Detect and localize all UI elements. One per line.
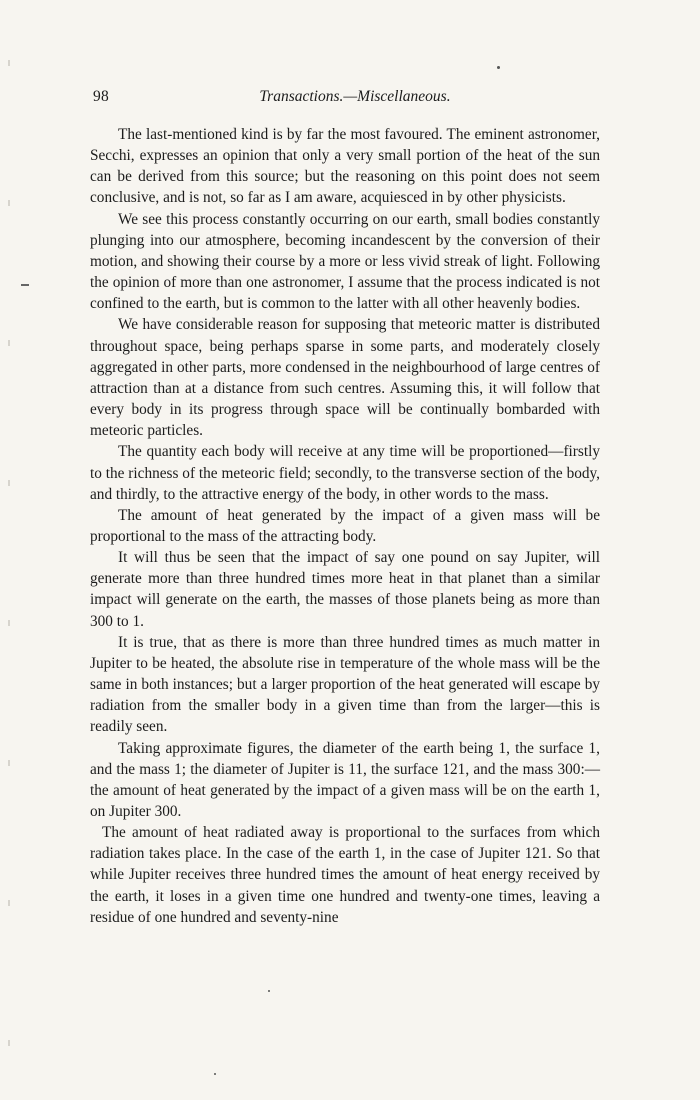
paragraph: Taking approximate figures, the diameter of the earth being 1, the surface 1, and the mass 1; the diameter of Jupiter is 11, the surface 121, and the mass 300:—the amount of heat generated by the impact of a given mass will be on the earth 1, on Jupiter 300. [90, 739, 600, 820]
ink-speck [497, 66, 500, 69]
margin-mark [21, 284, 29, 286]
paragraph: The amount of heat radiated away is proportional to the surfaces from which radiation takes place. In the case of the earth 1, in the case of Jupiter 121. So that while Jupiter receives three hundred times the amount of heat energy received by the earth, it loses in a given time one hundred and twenty-one times, leaving a residue of one hundred and seventy-nine [90, 824, 600, 926]
page-number: 98 [93, 88, 109, 105]
paragraph: It will thus be seen that the impact of say one pound on say Jupiter, will generate more than three hundred times more heat in that planet than a similar impact will generate on the earth, the masses of those planets being as more than 300 to 1. [90, 549, 600, 630]
body-text [90, 124, 600, 928]
ink-speck [214, 1073, 216, 1075]
paragraph: The amount of heat generated by the impact of a given mass will be proportional to the mass of the attracting body. [90, 506, 600, 545]
running-title: Transactions.—Miscellaneous. [259, 88, 451, 105]
ink-speck [268, 990, 270, 992]
page-edge-shadow [8, 0, 10, 1100]
paragraph: The last-mentioned kind is by far the most favoured. The eminent astronomer, Secchi, expresses an opinion that only a very small portion of the heat of the sun can be derived from this source; but the reasoning on this point does not seem conclusive, and is not, so far as I am aware, acquiesced in by other physicists. [90, 126, 600, 207]
page-header [90, 88, 600, 112]
paragraph: The quantity each body will receive at any time will be proportioned—firstly to the richness of the meteoric field; secondly, to the transverse section of the body, and thirdly, to the attractive energy of the body, in other words to the mass. [90, 443, 600, 503]
paragraph: We see this process constantly occurring on our earth, small bodies constantly plunging into our atmosphere, becoming incandescent by the conversion of their motion, and showing their course by a more or less vivid streak of light. Following the opinion of more than one astronomer, I assume that the process indicated is not confined to the earth, but is common to the latter with all other heavenly bodies. [90, 210, 600, 313]
paragraph: We have considerable reason for supposing that meteoric matter is distributed throughout space, being perhaps sparse in some parts, and moderately closely aggregated in other parts, more condensed in the neighbourhood of large centres of attraction than at a distance from such centres. Assuming this, it will follow that every body in its progress through space will be continually bombarded with meteoric particles. [90, 316, 600, 440]
paragraph: It is true, that as there is more than three hundred times as much matter in Jupiter to be heated, the absolute rise in temperature of the whole mass will be the same in both instances; but a larger proportion of the heat generated will escape by radiation from the smaller body in a given time than from the larger—this is readily seen. [90, 633, 600, 736]
